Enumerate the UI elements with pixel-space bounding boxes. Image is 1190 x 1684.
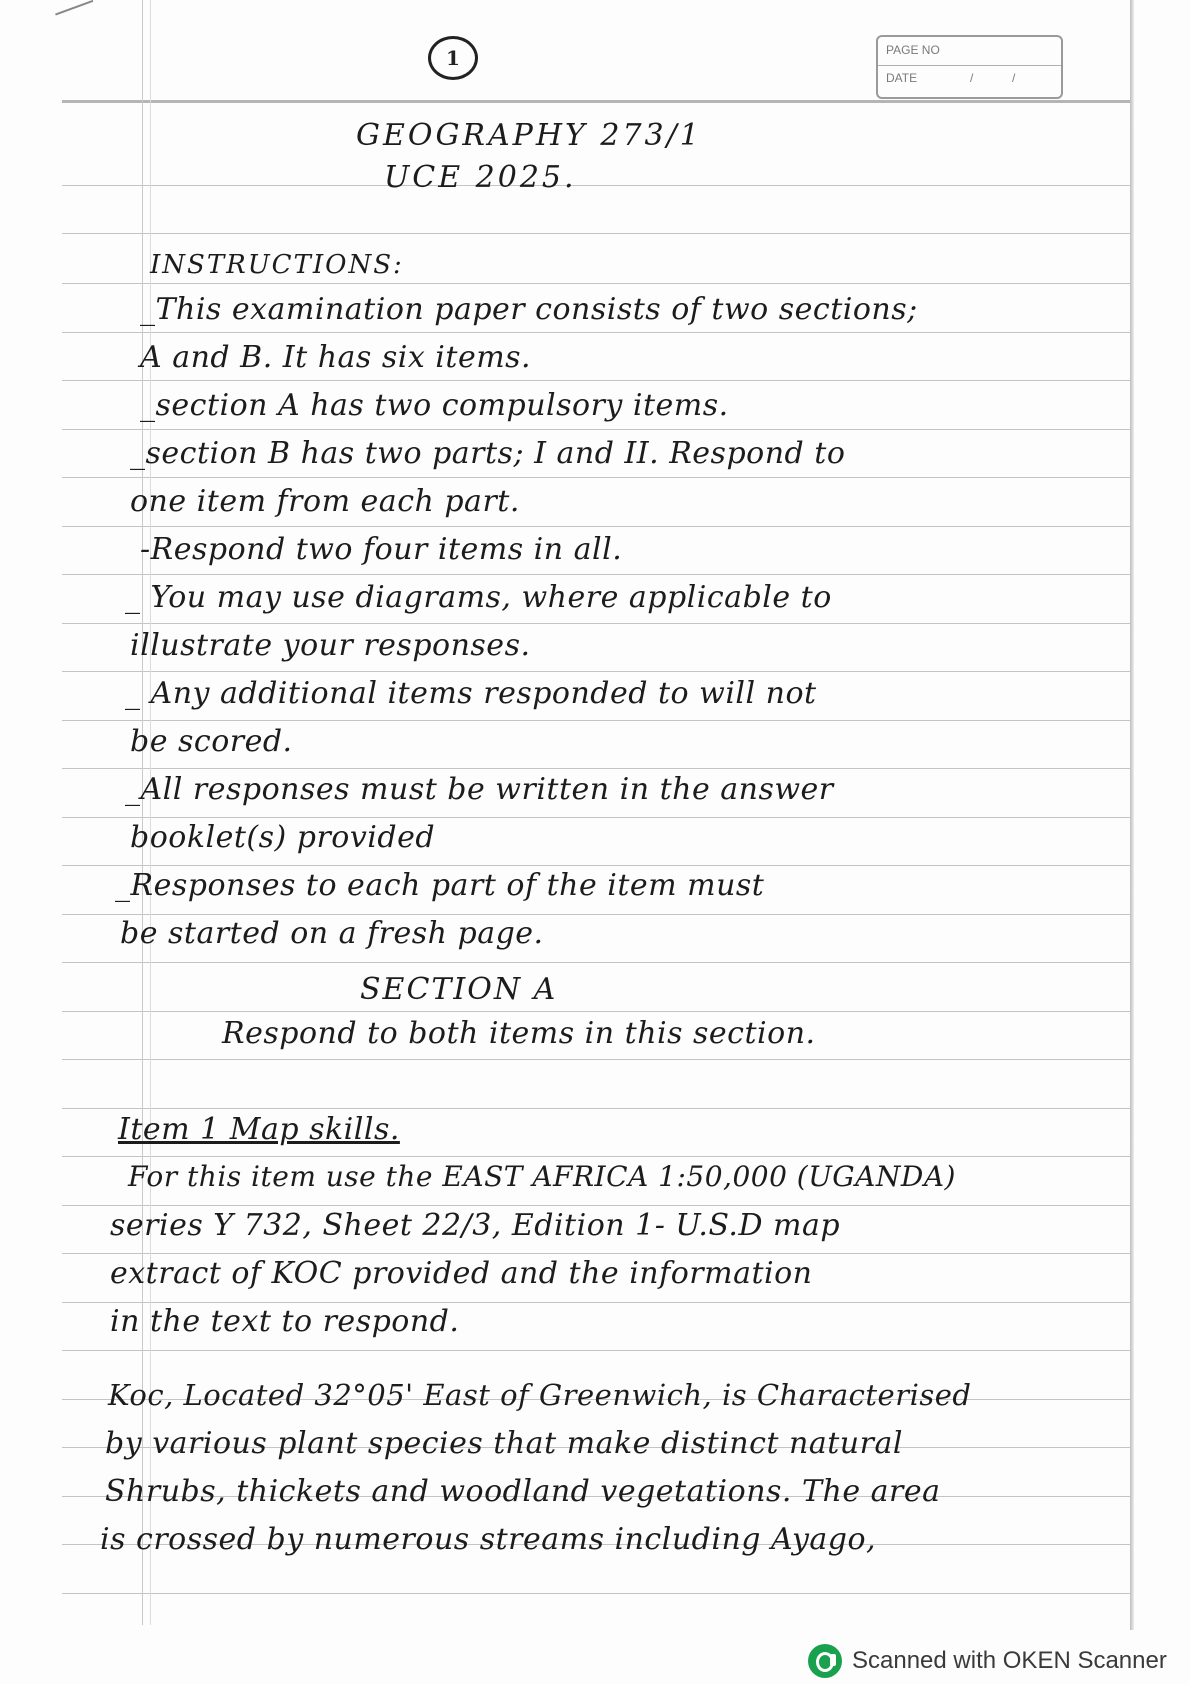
instruction-line: _This examination paper consists of two sections; bbox=[140, 292, 918, 327]
ruled-line bbox=[62, 817, 1130, 818]
item1-heading: Item 1 Map skills. bbox=[118, 1112, 400, 1147]
item1-line: series Y 732, Sheet 22/3, Edition 1- U.S.D map bbox=[110, 1208, 841, 1243]
passage-line: is crossed by numerous streams including Ayago, bbox=[100, 1522, 877, 1557]
instruction-line: -Respond two four items in all. bbox=[140, 532, 623, 567]
item1-line: in the text to respond. bbox=[110, 1304, 460, 1339]
scanner-text: Scanned with OKEN Scanner bbox=[852, 1647, 1167, 1674]
date-label: DATE bbox=[886, 71, 918, 85]
passage-line: by various plant species that make distinct natural bbox=[105, 1426, 903, 1461]
ruled-line bbox=[62, 477, 1130, 478]
ruled-line bbox=[62, 1350, 1130, 1351]
instruction-line: be scored. bbox=[130, 724, 293, 759]
ruled-line bbox=[62, 1205, 1130, 1206]
instructions-heading: INSTRUCTIONS: bbox=[150, 250, 404, 280]
instruction-line: _section B has two parts; I and II. Respond to bbox=[130, 436, 846, 471]
corner-mark bbox=[55, 0, 101, 36]
exam-year: UCE 2025. bbox=[384, 160, 577, 195]
ruled-line bbox=[62, 185, 1130, 186]
ruled-line bbox=[62, 1059, 1130, 1060]
ruled-line bbox=[62, 1253, 1130, 1254]
ruled-line bbox=[62, 671, 1130, 672]
date-slash: / bbox=[1012, 71, 1016, 85]
instruction-line: _section A has two compulsory items. bbox=[140, 388, 729, 423]
ruled-line bbox=[62, 574, 1130, 575]
ruled-line bbox=[62, 283, 1130, 284]
instruction-line: booklet(s) provided bbox=[130, 820, 436, 855]
instruction-line: _ Any additional items responded to will not bbox=[125, 676, 817, 711]
passage-line: Shrubs, thickets and woodland vegetations. The area bbox=[105, 1474, 941, 1509]
page-no-label: PAGE NO bbox=[886, 43, 940, 57]
section-a-subheading: Respond to both items in this section. bbox=[222, 1016, 816, 1051]
instruction-line: be started on a fresh page. bbox=[120, 916, 544, 951]
ruled-line bbox=[62, 429, 1130, 430]
instruction-line: _Responses to each part of the item must bbox=[115, 868, 765, 903]
ruled-line bbox=[62, 100, 1130, 103]
instruction-line: _All responses must be written in the answer bbox=[125, 772, 834, 807]
item1-line: For this item use the EAST AFRICA 1:50,000 (UGANDA) bbox=[128, 1160, 956, 1193]
ruled-line bbox=[62, 380, 1130, 381]
instruction-line: one item from each part. bbox=[130, 484, 520, 519]
ruled-line bbox=[62, 720, 1130, 721]
section-a-heading: SECTION A bbox=[360, 972, 558, 1007]
instruction-line: A and B. It has six items. bbox=[140, 340, 532, 375]
instruction-line: illustrate your responses. bbox=[130, 628, 531, 663]
page-edge bbox=[1130, 0, 1134, 1630]
ruled-line bbox=[62, 623, 1130, 624]
instruction-line: _ You may use diagrams, where applicable to bbox=[125, 580, 832, 615]
exam-title: GEOGRAPHY 273/1 bbox=[356, 118, 702, 153]
ruled-line bbox=[62, 1011, 1130, 1012]
ruled-line bbox=[62, 1156, 1130, 1157]
ruled-line bbox=[62, 332, 1130, 333]
ruled-line bbox=[62, 865, 1130, 866]
page-date-divider bbox=[878, 65, 1061, 66]
ruled-line bbox=[62, 768, 1130, 769]
ruled-line bbox=[62, 526, 1130, 527]
ruled-line bbox=[62, 1108, 1130, 1109]
date-slash: / bbox=[970, 71, 974, 85]
oken-scanner-logo-icon bbox=[808, 1644, 842, 1678]
ruled-line bbox=[62, 233, 1130, 234]
page-date-box bbox=[876, 35, 1063, 99]
ruled-line bbox=[62, 1302, 1130, 1303]
item1-line: extract of KOC provided and the information bbox=[110, 1256, 813, 1291]
page-number-circle bbox=[428, 36, 478, 80]
ruled-line bbox=[62, 962, 1130, 963]
ruled-line bbox=[62, 914, 1130, 915]
passage-line: Koc, Located 32°05' East of Greenwich, is Characterised bbox=[108, 1378, 972, 1412]
scanner-watermark bbox=[808, 1644, 1167, 1678]
ruled-line bbox=[62, 1593, 1130, 1594]
page-number: 1 bbox=[446, 46, 460, 70]
